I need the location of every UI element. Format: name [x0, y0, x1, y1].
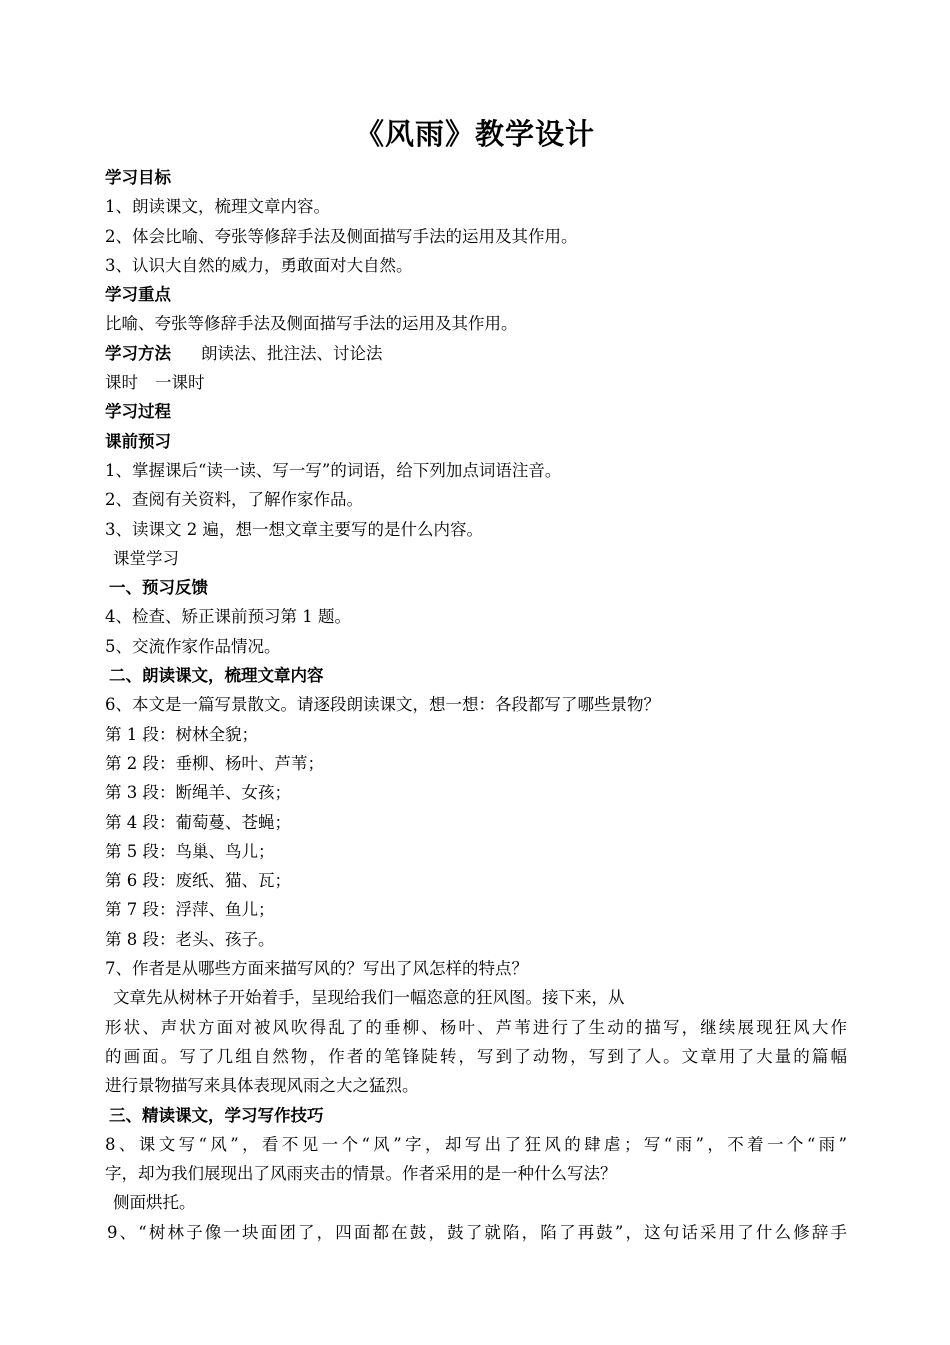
- answer-7-line: 形状、声状方面对被风吹得乱了的垂柳、杨叶、芦苇进行了生动的描写，继续展现狂风大作: [105, 1017, 847, 1037]
- paragraph-scene: 第 5 段：鸟巢、鸟儿；: [105, 841, 275, 861]
- question-8-line: 8、课文写“风”，看不见一个“风”字，却写出了狂风的肆虐；写“雨”，不着一个“雨”: [105, 1134, 847, 1154]
- method-heading: 学习方法: [105, 343, 171, 363]
- section2-heading: 二、朗读课文，梳理文章内容: [109, 666, 324, 686]
- question-9-line: 9、“树林子像一块面团了，四面都在鼓，鼓了就陷，陷了再鼓”，这句话采用了什么修辞手: [107, 1222, 847, 1242]
- objective-item: 1、朗读课文，梳理文章内容。: [105, 197, 330, 217]
- paragraph-scene: 第 8 段：老头、孩子。: [105, 929, 275, 949]
- method-line: [105, 339, 847, 368]
- method-text: 朗读法、批注法、讨论法: [201, 343, 383, 363]
- section1-item: 5、交流作家作品情况。: [105, 636, 281, 656]
- period-line: [105, 368, 847, 397]
- paragraph-scene: 第 4 段：葡萄蔓、苍蝇；: [105, 812, 291, 832]
- paragraph-scene: 第 3 段：断绳羊、女孩；: [105, 783, 291, 803]
- focus-text: 比喻、夸张等修辞手法及侧面描写手法的运用及其作用。: [105, 314, 518, 334]
- preview-item: 1、掌握课后“读一读、写一写”的词语，给下列加点词语注音。: [105, 460, 562, 480]
- objectives-heading: 学习目标: [105, 168, 171, 187]
- section1-item: 4、检查、矫正课前预习第 1 题。: [105, 607, 351, 627]
- answer-8: 侧面烘托。: [113, 1193, 196, 1213]
- preview-heading: 课前预习: [105, 431, 171, 451]
- document-body: [105, 163, 847, 1247]
- classroom-heading: 课堂学习: [113, 548, 179, 568]
- question-8-line: 字，却为我们展现出了风雨夹击的情景。作者采用的是一种什么写法？: [105, 1164, 617, 1184]
- section1-heading: 一、预习反馈: [109, 578, 208, 598]
- focus-heading: 学习重点: [105, 285, 171, 305]
- preview-item: 3、读课文 2 遍，想一想文章主要写的是什么内容。: [105, 519, 483, 539]
- paragraph-scene: 第 1 段：树林全貌；: [105, 724, 258, 744]
- section3-heading: 三、精读课文，学习写作技巧: [109, 1105, 324, 1125]
- answer-7-line: 文章先从树林子开始着手，呈现给我们一幅恣意的狂风图。接下来，从: [113, 988, 625, 1008]
- question-6: 6、本文是一篇写景散文。请逐段朗读课文，想一想：各段都写了哪些景物？: [105, 695, 660, 715]
- paragraph-scene: 第 7 段：浮萍、鱼儿；: [105, 900, 275, 920]
- process-heading: 学习过程: [105, 402, 171, 422]
- period-label: 课时: [105, 373, 138, 393]
- answer-7-line: 进行景物描写来具体表现风雨之大之猛烈。: [105, 1076, 419, 1096]
- answer-7-line: 的画面。写了几组自然物，作者的笔锋陡转，写到了动物，写到了人。文章用了大量的篇幅: [105, 1046, 847, 1066]
- preview-item: 2、查阅有关资料，了解作家作品。: [105, 490, 363, 510]
- document-title: 《风雨》教学设计: [354, 117, 595, 151]
- question-7: 7、作者是从哪些方面来描写风的？写出了风怎样的特点？: [105, 959, 528, 979]
- paragraph-scene: 第 6 段：废纸、猫、瓦；: [105, 871, 291, 891]
- objective-item: 3、认识大自然的威力，勇敢面对大自然。: [105, 255, 413, 275]
- paragraph-scene: 第 2 段：垂柳、杨叶、芦苇；: [105, 753, 324, 773]
- period-value: 一课时: [155, 373, 205, 393]
- objective-item: 2、体会比喻、夸张等修辞手法及侧面描写手法的运用及其作用。: [105, 226, 578, 246]
